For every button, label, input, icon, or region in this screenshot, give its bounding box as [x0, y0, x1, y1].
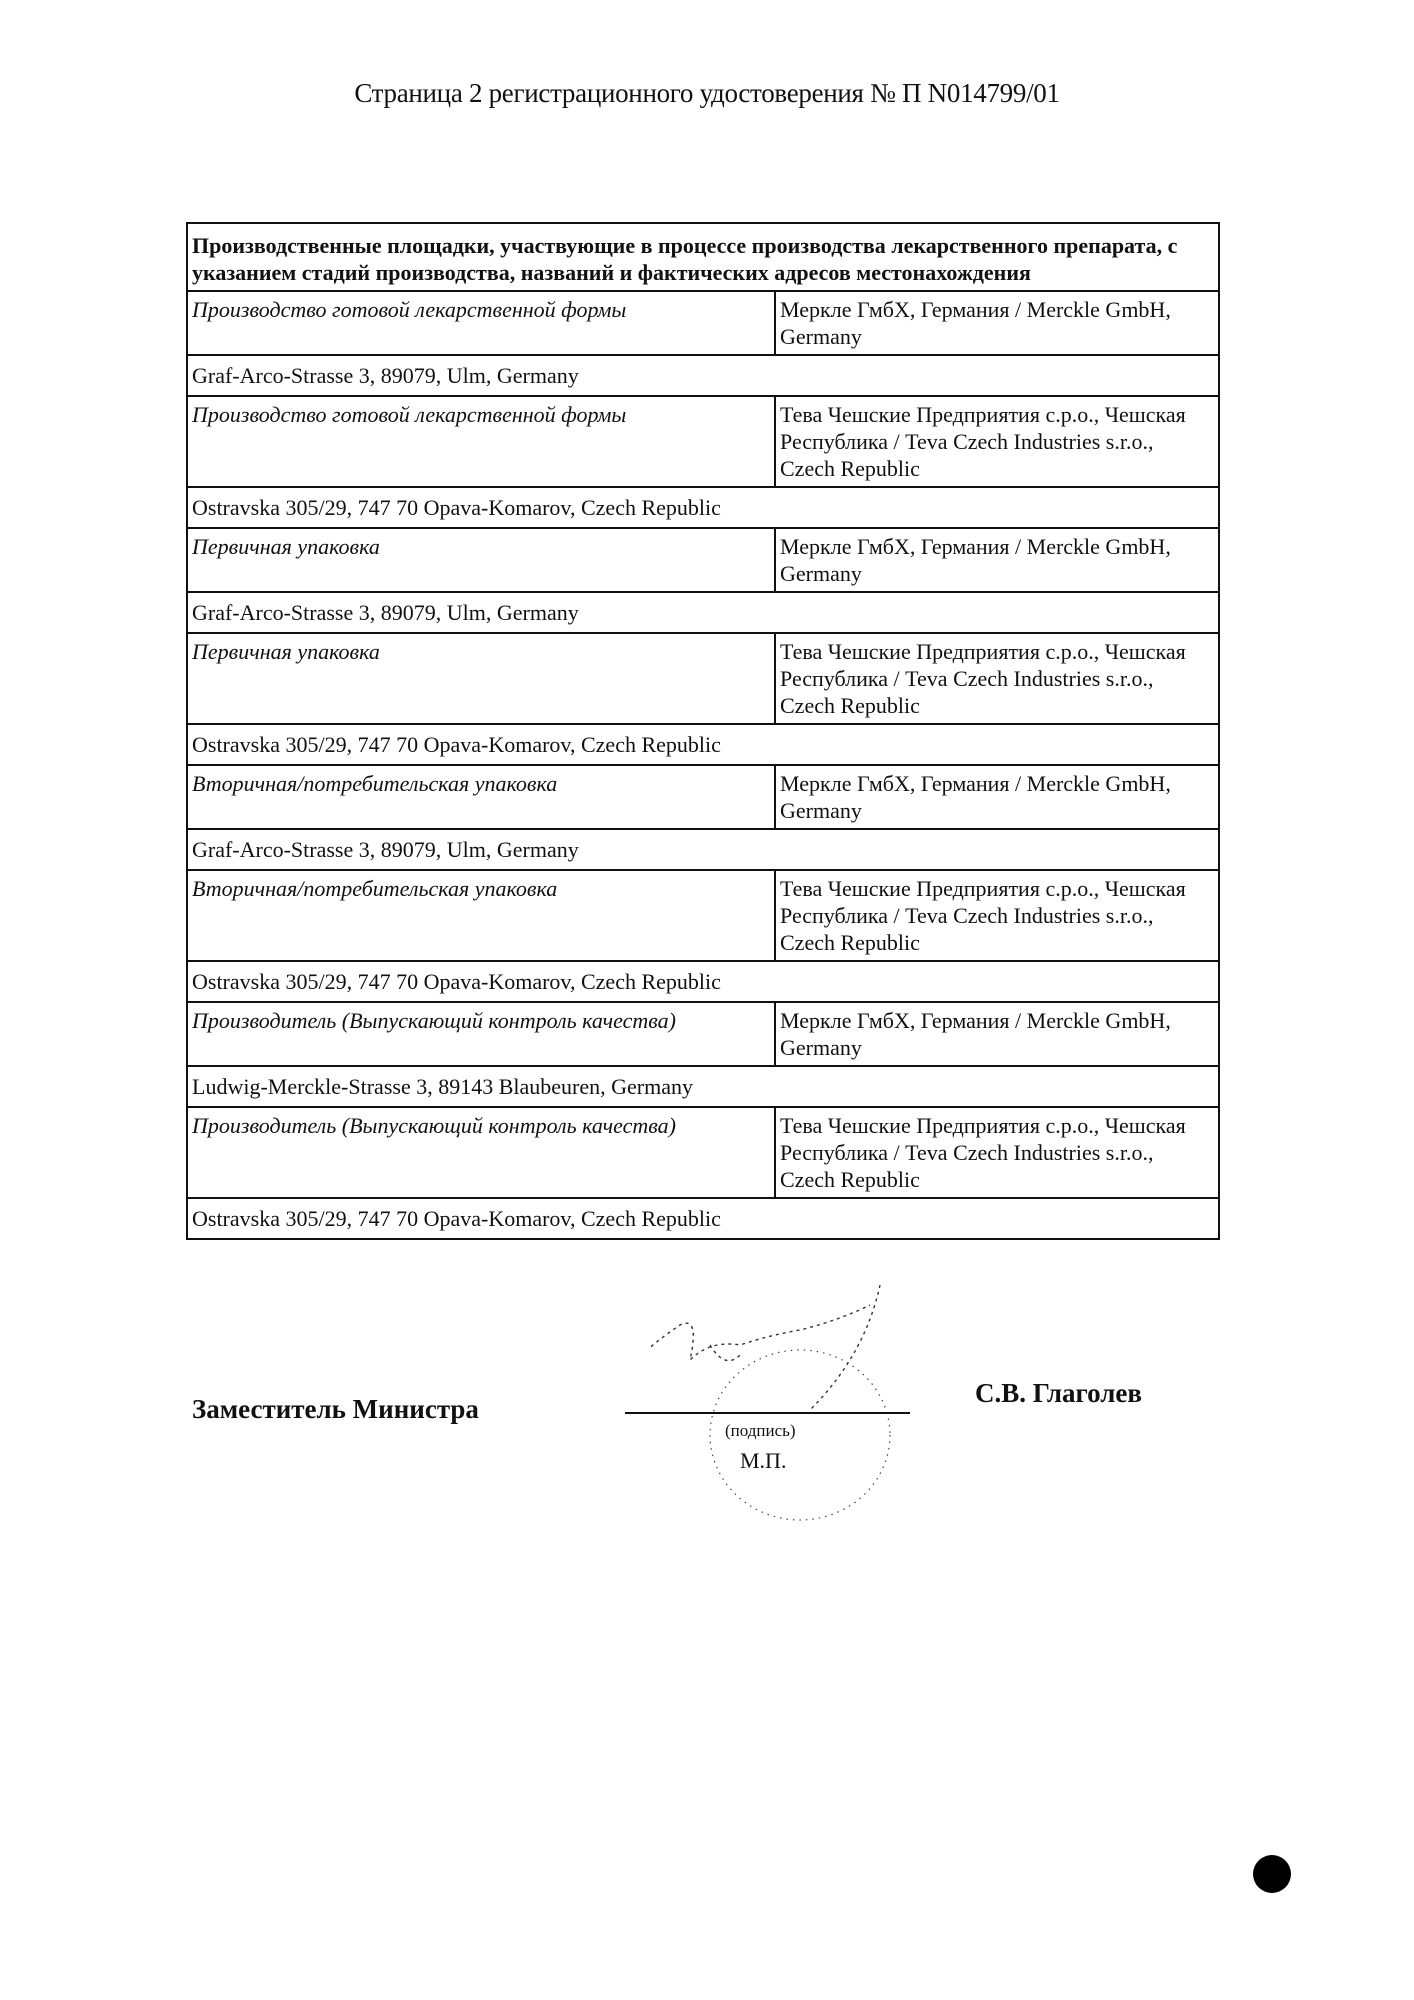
site-address: Ostravska 305/29, 747 70 Opava-Komarov, Czech Republic: [187, 724, 1219, 765]
site-address: Graf-Arco-Strasse 3, 89079, Ulm, Germany: [187, 592, 1219, 633]
production-stage: Вторичная/потребительская упаковка: [187, 765, 775, 829]
site-stage-row: [187, 1002, 1219, 1066]
table-heading-row: [187, 223, 1219, 291]
site-address-row: [187, 961, 1219, 1002]
site-stage-row: [187, 396, 1219, 487]
site-address-row: [187, 829, 1219, 870]
site-address-row: [187, 355, 1219, 396]
manufacturer-name: Меркле ГмбХ, Германия / Merckle GmbH, Germany: [775, 291, 1219, 355]
signatory-name: С.В. Глаголев: [975, 1378, 1142, 1408]
signature-caption: (подпись): [725, 1421, 796, 1440]
site-stage-row: [187, 291, 1219, 355]
site-address: Ostravska 305/29, 747 70 Opava-Komarov, Czech Republic: [187, 487, 1219, 528]
production-stage: Первичная упаковка: [187, 633, 775, 724]
manufacturer-name: Меркле ГмбХ, Германия / Merckle GmbH, Germany: [775, 765, 1219, 829]
seal-caption: М.П.: [740, 1448, 787, 1473]
site-stage-row: [187, 1107, 1219, 1198]
site-address: Graf-Arco-Strasse 3, 89079, Ulm, Germany: [187, 355, 1219, 396]
site-address: Graf-Arco-Strasse 3, 89079, Ulm, Germany: [187, 829, 1219, 870]
page-header: Страница 2 регистрационного удостоверения № П N014799/01: [354, 78, 1060, 108]
page-dot-mark: [1253, 1855, 1291, 1893]
production-stage: Производство готовой лекарственной формы: [187, 291, 775, 355]
manufacturer-name: Меркле ГмбХ, Германия / Merckle GmbH, Germany: [775, 1002, 1219, 1066]
production-sites-table: [186, 222, 1220, 1240]
site-address-row: [187, 724, 1219, 765]
site-address-row: [187, 592, 1219, 633]
site-stage-row: [187, 870, 1219, 961]
manufacturer-name: Тева Чешские Предприятия с.р.о., Чешская Республика / Teva Czech Industries s.r.o., Czech Republic: [775, 633, 1219, 724]
production-stage: Производство готовой лекарственной формы: [187, 396, 775, 487]
site-address: Ostravska 305/29, 747 70 Opava-Komarov, Czech Republic: [187, 961, 1219, 1002]
site-address-row: [187, 487, 1219, 528]
site-address-row: [187, 1198, 1219, 1239]
signatory-position: Заместитель Министра: [192, 1394, 479, 1424]
signature-scribble: [650, 1285, 880, 1410]
site-address: Ostravska 305/29, 747 70 Opava-Komarov, Czech Republic: [187, 1198, 1219, 1239]
manufacturer-name: Тева Чешские Предприятия с.р.о., Чешская Республика / Teva Czech Industries s.r.o., Czech Republic: [775, 396, 1219, 487]
site-stage-row: [187, 633, 1219, 724]
manufacturer-name: Тева Чешские Предприятия с.р.о., Чешская Республика / Teva Czech Industries s.r.o., Czech Republic: [775, 1107, 1219, 1198]
manufacturer-name: Тева Чешские Предприятия с.р.о., Чешская Республика / Teva Czech Industries s.r.o., Czech Republic: [775, 870, 1219, 961]
site-stage-row: [187, 528, 1219, 592]
production-stage: Производитель (Выпускающий контроль качества): [187, 1002, 775, 1066]
manufacturer-name: Меркле ГмбХ, Германия / Merckle GmbH, Germany: [775, 528, 1219, 592]
table-heading: Производственные площадки, участвующие в процессе производства лекарственного препарата, с указанием стадий производства, названий и фактических адресов местонахождения: [187, 223, 1219, 291]
official-stamp-and-signature: [650, 1285, 980, 1525]
site-stage-row: [187, 765, 1219, 829]
production-stage: Производитель (Выпускающий контроль качества): [187, 1107, 775, 1198]
site-address: Ludwig-Merckle-Strasse 3, 89143 Blaubeuren, Germany: [187, 1066, 1219, 1107]
production-stage: Первичная упаковка: [187, 528, 775, 592]
site-address-row: [187, 1066, 1219, 1107]
signature-line: [625, 1412, 910, 1414]
production-stage: Вторичная/потребительская упаковка: [187, 870, 775, 961]
